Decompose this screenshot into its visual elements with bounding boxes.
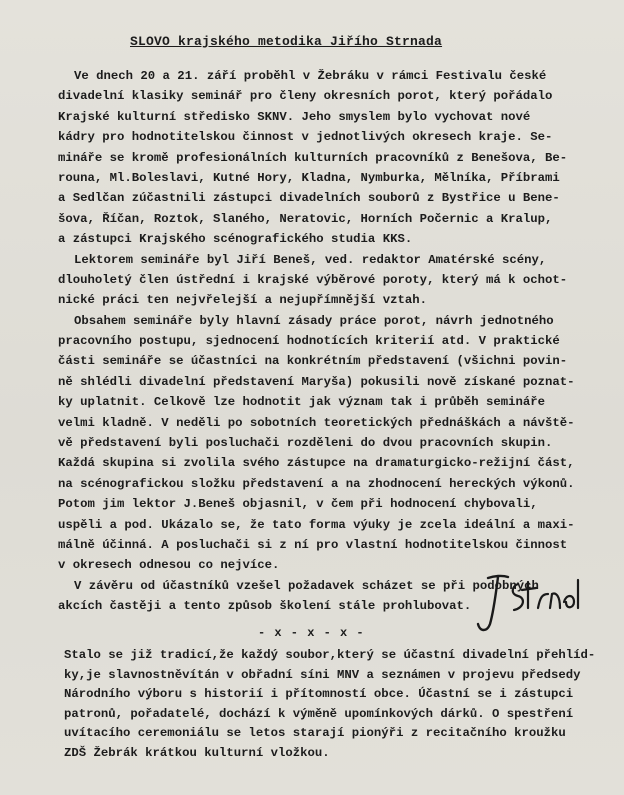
text-line: Potom jim lektor J.Beneš objasnil, v čem při hodnocení chybovali, [58, 497, 538, 512]
section-separator: - x - x - x - [258, 626, 365, 640]
text-line: patronů, pořadatelé, dochází k výměně upomínkových dárků. O spestření [64, 706, 574, 721]
text-line: akcích častěji a tento způsob školení stále prohlubovat. [58, 599, 472, 614]
text-line: Lektorem semináře byl Jiří Beneš, ved. redaktor Amatérské scény, [74, 252, 547, 267]
text-line: Každá skupina si zvolila svého zástupce na dramaturgicko-režijní část, [58, 456, 575, 471]
text-line: vě představení byli posluchači rozděleni do dvou pracovních skupin. [58, 436, 553, 451]
text-line: pracovního postupu, sjednocení hodnotících kriterií atd. V praktické [58, 334, 560, 349]
text-line: kádry pro hodnotitelskou činnost v jednotlivých okresech kraje. Se- [58, 130, 553, 145]
text-line: Stalo se již tradicí,že každý soubor,který se účastní divadelní přehlíd- [64, 648, 596, 662]
text-line: Národního výboru s historií i přítomností obce. Účastní se i zástupci [64, 687, 574, 702]
text-line: a zástupci Krajského scénografického studia KKS. [58, 232, 413, 247]
text-line: uvítacího ceremoniálu se letos starají pionýři z recitačního kroužku [64, 726, 566, 741]
text-line: ky,je slavnostněvítán v obřadní síni MNV a seznámen v projevu předsedy [64, 667, 581, 682]
text-line: rouna, Ml.Boleslavi, Kutné Hory, Kladna, Nymburka, Mělníka, Příbrami [58, 170, 560, 185]
text-line: Krajské kulturní středisko SKNV. Jeho smyslem bylo vychovat nové [58, 109, 531, 124]
text-line: V závěru od účastníků vzešel požadavek scházet se při podobných [74, 578, 539, 593]
text-line: na scénografickou složku představení a na zhodnocení hereckých výkonů. [58, 476, 575, 491]
text-line: mináře se kromě profesionálních kulturních pracovníků z Benešova, Be- [58, 150, 568, 165]
text-line: uspěli a pod. Ukázalo se, že tato forma výuky je zcela ideální a maxi- [58, 517, 575, 532]
text-line: Obsahem semináře byly hlavní zásady práce porot, návrh jednotného [74, 313, 554, 328]
text-line: divadelní klasiky seminář pro členy okresních porot, který pořádalo [58, 89, 553, 104]
text-line: části semináře se účastníci na konkrétním představení (všichni povin- [58, 354, 568, 369]
text-line: a Sedlčan zúčastnili zástupci divadelních souborů z Bystřice u Bene- [58, 191, 560, 206]
text-line: v okresech odnesou co nejvíce. [58, 558, 280, 573]
text-line: nické práci ten nejvřelejší a nejupřímnější vztah. [58, 293, 427, 308]
text-line: velmi kladně. V neděli po sobotních teoretických přednáškách a návště- [58, 415, 575, 430]
text-line: ZDŠ Žebrák krátkou kulturní vložkou. [64, 745, 330, 760]
text-line: málně účinná. A posluchači si z ní pro vlastní hodnotitelskou činnost [58, 537, 568, 552]
text-line: šova, Říčan, Roztok, Slaného, Neratovic, Horních Počernic a Kralup, [58, 211, 553, 226]
text-line: dlouholetý člen ústřední i krajské výběrové poroty, který má k ochot- [58, 272, 568, 287]
text-line: ně shlédli divadelní představení Maryša) pokusili nově získané poznat- [58, 374, 575, 389]
closing-paragraph [64, 646, 604, 764]
main-article [58, 66, 598, 617]
text-line: ky uplatnit. Celkově lze hodnotit jak význam tak i průběh semináře [58, 395, 546, 410]
text-line: Ve dnech 20 a 21. září proběhl v Žebráku v rámci Festivalu české [74, 69, 547, 83]
handwritten-signature [474, 572, 594, 636]
document-title: SLOVO krajského metodika Jiřího Strnada [130, 34, 443, 49]
